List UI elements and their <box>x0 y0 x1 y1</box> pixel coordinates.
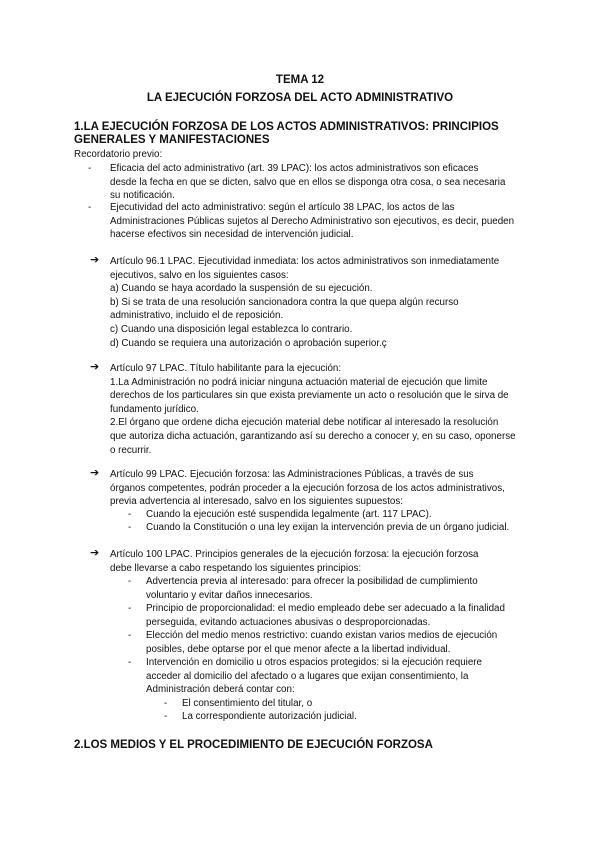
art99-case-2: Cuando la Constitución o una ley exijan la intervención previa de un órgano judicial. <box>146 522 510 533</box>
arrow-icon: ➔ <box>90 254 100 266</box>
principle-eleccion: Elección del medio menos restrictivo: cuando existan varios medios de ejecución posibles, debe optarse por el que menor afecte a la libertad individual. <box>146 630 498 655</box>
recordatorio-label: Recordatorio previo: <box>74 149 163 160</box>
dash-bullet: - <box>128 630 132 641</box>
article-100-intro: Artículo 100 LPAC. Principios generales de la ejecución forzosa: la ejecución forzosa debe llevarse a cabo respetando los siguientes principios: <box>110 549 479 574</box>
dash-bullet: - <box>128 509 132 520</box>
arrow-icon: ➔ <box>90 547 100 559</box>
article-96-block: Artículo 96.1 LPAC. Ejecutividad inmediata: los actos administrativos son inmediatamente ejecutivos, salvo en los siguientes casos: a) Cuando se haya acordado la suspensión de su ejecución. b) Si se trata de una resolución sancionadora contra la que quepa algún recurso administrativo, incluido el de reposición. c) Cuando una disposición legal establezca lo contrario. d) Cuando se requiera una autorización o aprobación superior.ç <box>110 256 500 349</box>
dash-bullet: - <box>88 202 92 213</box>
section-1-heading: 1.LA EJECUCIÓN FORZOSA DE LOS ACTOS ADMINISTRATIVOS: PRINCIPIOS GENERALES Y MANIFESTACIONES <box>74 121 499 146</box>
article-97-block: Artículo 97 LPAC. Título habilitante para la ejecución: 1.La Administración no podrá iniciar ninguna actuación material de ejecución que limite derechos de los particulares sin que exista previamente un acto o resolución que le sirva de fundamento jurídico. 2.El órgano que ordene dicha ejecución material debe notificar al interesado la resolución que autoriza dicha actuación, garantizando así su derecho a conocer y, en su caso, oponerse o recurrir. <box>110 363 516 456</box>
doc-title: TEMA 12 <box>275 74 325 86</box>
eficacia-paragraph: Eficacia del acto administrativo (art. 39 LPAC): los actos administrativos son eficaces desde la fecha en que se dicten, salvo que en ellos se disponga otra cosa, o sea necesaria su notificación. <box>110 163 506 202</box>
dash-bullet: - <box>128 522 132 533</box>
dash-bullet: - <box>164 711 168 722</box>
principle-advertencia: Advertencia previa al interesado: para ofrecer la posibilidad de cumplimiento voluntario y evitar daños innecesarios. <box>146 576 478 601</box>
principle-proporcionalidad: Principio de proporcionalidad: el medio empleado debe ser adecuado a la finalidad perseguida, evitando actuaciones abusivas o desproporcionadas. <box>146 603 505 628</box>
principle-intervencion: Intervención en domicilio u otros espacios protegidos: si la ejecución requiere acceder al domicilio del afectado o a lugares que exijan consentimiento, la Administración deberá contar con: <box>146 657 483 696</box>
sub-consentimiento: El consentimiento del titular, o <box>182 698 313 709</box>
dash-bullet: - <box>128 603 132 614</box>
arrow-icon: ➔ <box>90 361 100 373</box>
article-99-block: Artículo 99 LPAC. Ejecución forzosa: las Administraciones Públicas, a través de sus órganos competentes, podrán proceder a la ejecución forzosa de los actos administrativos, previa advertencia al interesado, salvo en los siguientes supuestos: <box>110 469 505 508</box>
art99-case-1: Cuando la ejecución esté suspendida legalmente (art. 117 LPAC). <box>146 509 432 520</box>
dash-bullet: - <box>164 698 168 709</box>
arrow-icon: ➔ <box>90 467 100 479</box>
doc-subtitle: LA EJECUCIÓN FORZOSA DEL ACTO ADMINISTRATIVO <box>146 92 454 104</box>
section-2-heading: 2.LOS MEDIOS Y EL PROCEDIMIENTO DE EJECUCIÓN FORZOSA <box>74 739 433 751</box>
sub-autorizacion: La correspondiente autorización judicial. <box>182 711 357 722</box>
dash-bullet: - <box>128 576 132 587</box>
ejecutividad-paragraph: Ejecutividad del acto administrativo: según el artículo 38 LPAC, los actos de las Administraciones Públicas sujetos al Derecho Administrativo son ejecutivos, es decir, pueden hacerse efectivos sin necesidad de intervención judicial. <box>110 202 515 241</box>
dash-bullet: - <box>128 657 132 668</box>
dash-bullet: - <box>88 163 92 174</box>
